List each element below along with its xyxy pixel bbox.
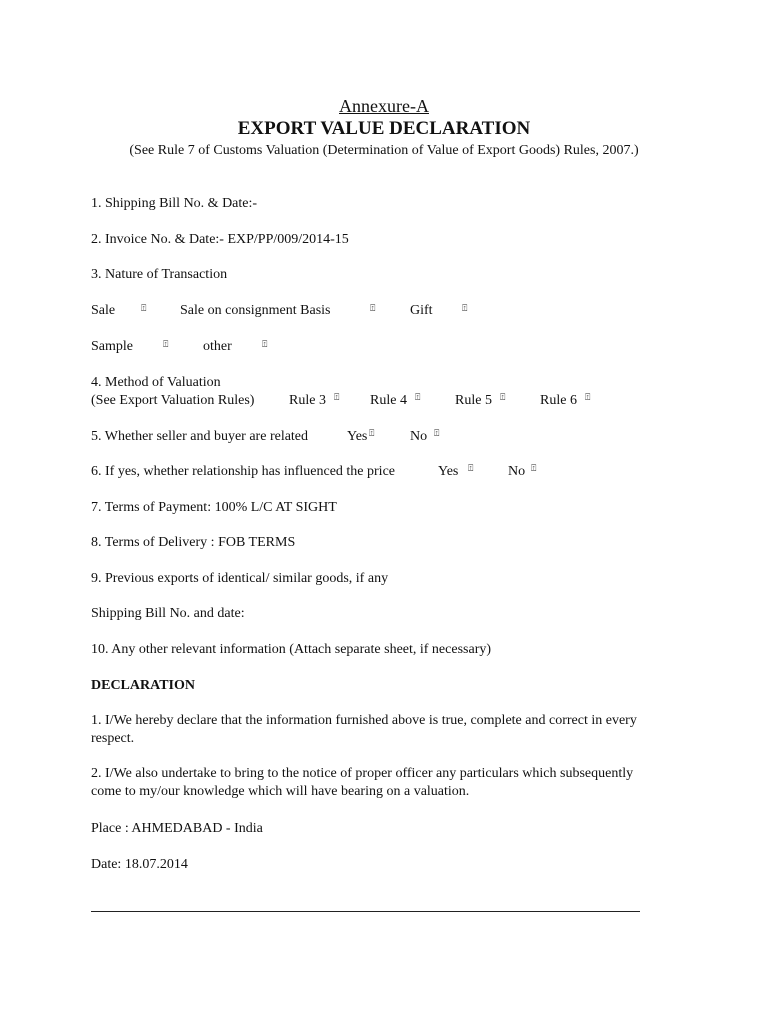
- page-subtitle: (See Rule 7 of Customs Valuation (Determination of Value of Export Goods) Rules, 2007.): [129, 143, 639, 158]
- option-other-label: other: [203, 339, 232, 354]
- invoice-line: 2. Invoice No. & Date:- EXP/PP/009/2014-15: [91, 232, 349, 247]
- influenced-yes-label: Yes: [438, 464, 459, 479]
- checkbox-related-yes[interactable]: ⍐: [369, 429, 375, 439]
- checkbox-related-no[interactable]: ⍐: [434, 429, 440, 439]
- rule-6-label: Rule 6: [540, 393, 577, 408]
- checkbox-rule-4[interactable]: ⍐: [415, 393, 421, 403]
- previous-exports-line: 9. Previous exports of identical/ similar goods, if any: [91, 571, 389, 586]
- date-line: Date: 18.07.2014: [91, 857, 188, 872]
- checkbox-sample[interactable]: ⍐: [163, 340, 169, 350]
- option-gift-label: Gift: [410, 303, 433, 318]
- place-line: Place : AHMEDABAD - India: [91, 821, 263, 836]
- checkbox-rule-3[interactable]: ⍐: [334, 393, 340, 403]
- related-yes-label: Yes: [347, 429, 368, 444]
- option-sample-label: Sample: [91, 339, 133, 354]
- declaration-point-2: 2. I/We also undertake to bring to the notice of proper officer any particulars which subsequently come to my/our knowledge which will have bearing on a valuation.: [91, 766, 634, 799]
- declaration-point-1: 1. I/We hereby declare that the information furnished above is true, complete and correct in every respect.: [91, 713, 637, 746]
- checkbox-gift[interactable]: ⍐: [462, 304, 468, 314]
- checkbox-influenced-yes[interactable]: ⍐: [468, 464, 474, 474]
- page-title: EXPORT VALUE DECLARATION: [237, 118, 531, 139]
- checkbox-consignment[interactable]: ⍐: [370, 304, 376, 314]
- checkbox-other[interactable]: ⍐: [262, 340, 268, 350]
- checkbox-rule-6[interactable]: ⍐: [585, 393, 591, 403]
- terms-of-payment-line: 7. Terms of Payment: 100% L/C AT SIGHT: [91, 500, 337, 515]
- signature-line: [91, 911, 640, 912]
- shipping-bill-line: 1. Shipping Bill No. & Date:-: [91, 196, 258, 211]
- option-consignment-label: Sale on consignment Basis: [180, 303, 331, 318]
- related-question: 5. Whether seller and buyer are related: [91, 429, 309, 444]
- nature-of-transaction-line: 3. Nature of Transaction: [91, 267, 228, 282]
- rule-4-label: Rule 4: [370, 393, 407, 408]
- influenced-no-label: No: [508, 464, 526, 479]
- rule-5-label: Rule 5: [455, 393, 492, 408]
- method-note: (See Export Valuation Rules): [91, 393, 255, 408]
- influenced-question: 6. If yes, whether relationship has influenced the price: [91, 464, 396, 479]
- checkbox-rule-5[interactable]: ⍐: [500, 393, 506, 403]
- method-of-valuation-line: 4. Method of Valuation: [91, 375, 221, 390]
- rule-3-label: Rule 3: [289, 393, 326, 408]
- checkbox-sale[interactable]: ⍐: [141, 304, 147, 314]
- terms-of-delivery-line: 8. Terms of Delivery : FOB TERMS: [91, 535, 296, 550]
- related-no-label: No: [410, 429, 428, 444]
- option-sale-label: Sale: [91, 303, 116, 318]
- previous-shipping-bill-line: Shipping Bill No. and date:: [91, 606, 245, 621]
- checkbox-influenced-no[interactable]: ⍐: [531, 464, 537, 474]
- other-info-line: 10. Any other relevant information (Attach separate sheet, if necessary): [91, 642, 492, 657]
- declaration-heading: DECLARATION: [91, 678, 195, 693]
- annexure-label: Annexure-A: [339, 96, 429, 116]
